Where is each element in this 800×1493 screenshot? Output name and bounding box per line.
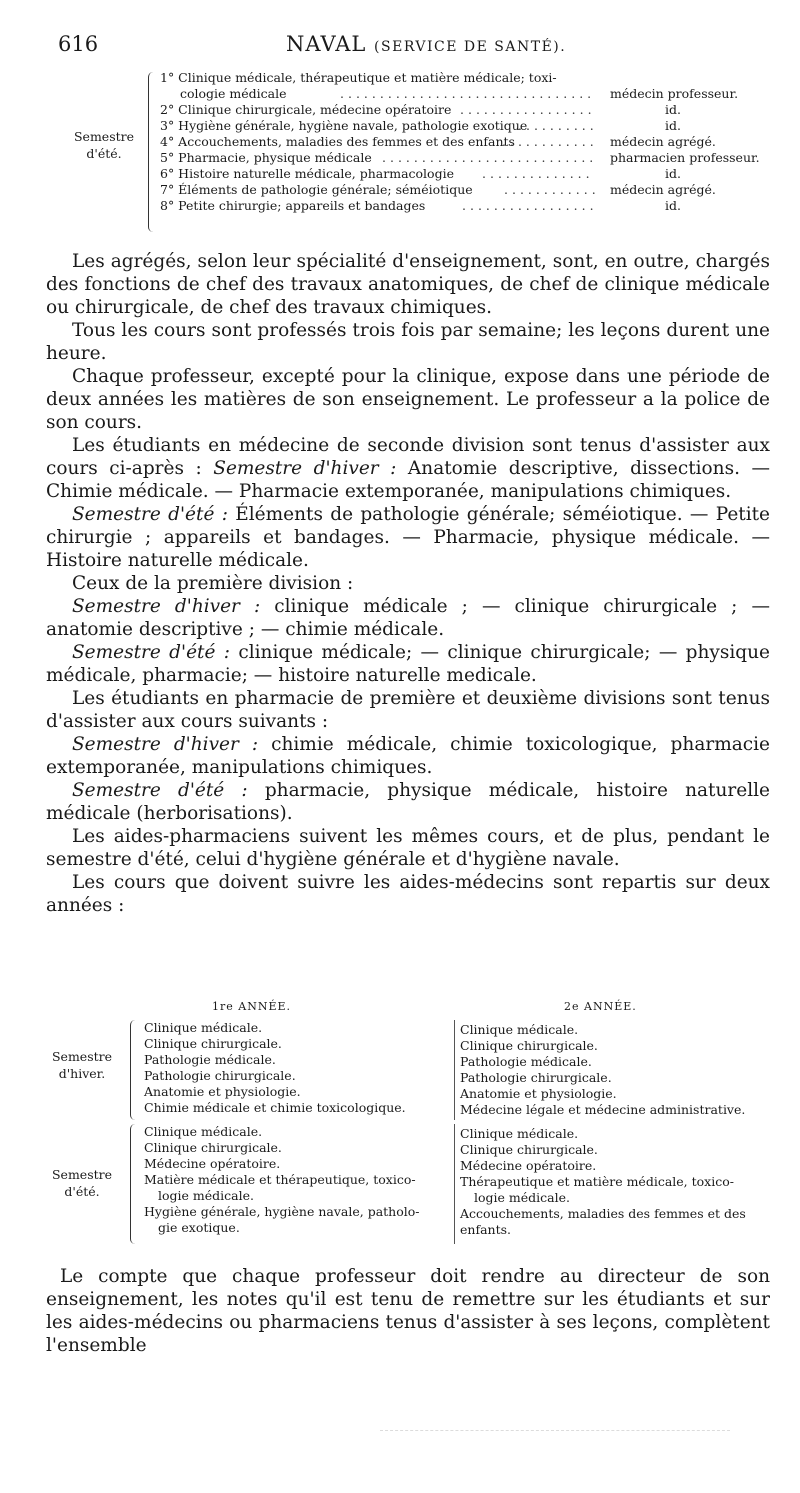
course-list-item: Pathologie chirurgicale. xyxy=(144,1068,296,1083)
course-list-item: logie médicale. xyxy=(158,1188,254,1203)
paragraph: Les cours que doivent suivre les aides-médecins sont repartis sur deux années : xyxy=(46,872,770,916)
paragraph-text: Les étudiants en médecine de seconde division sont tenus d'assister aux cours ci-après : xyxy=(46,435,770,479)
course-list-item: Clinique chirurgicale. xyxy=(144,1140,282,1155)
course-list-item: Chimie médicale et chimie toxicologique. xyxy=(144,1100,406,1115)
paragraph: Les étudiants en pharmacie de première et deuxième divisions sont tenus d'assister aux cours suivants : xyxy=(46,688,770,732)
column-divider xyxy=(454,1020,455,1120)
winter-brace xyxy=(130,1020,139,1120)
paragraph: Ceux de la première division : xyxy=(72,573,354,594)
course-list-item: Anatomie et physiologie. xyxy=(460,1086,617,1101)
paragraph xyxy=(46,595,770,641)
leader-dots: ............ xyxy=(502,134,598,149)
teacher-rank: id. xyxy=(665,102,681,117)
course-list-item: Pathologie médicale. xyxy=(144,1052,276,1067)
course-row xyxy=(160,150,780,166)
teacher-rank: pharmacien professeur. xyxy=(610,150,760,165)
course-list-item: Thérapeutique et matière médicale, toxico- xyxy=(460,1174,734,1189)
course-list-item: Médecine opératoire. xyxy=(144,1156,281,1171)
paragraph: Les agrégés, selon leur spécialité d'enseignement, sont, en outre, chargés des fonctions de chef des travaux anatomiques, de chef de clinique médicale ou chirurgicale, de chef des travaux chimiques. xyxy=(46,251,770,318)
paragraph-text: clinique médicale ; — clinique chirurgicale ; — anatomie descriptive ; — chimie médicale. xyxy=(46,596,770,640)
course-list-item: gie exotique. xyxy=(158,1220,240,1235)
course-list-item: Anatomie et physiologie. xyxy=(144,1084,301,1099)
paragraph-text: clinique médicale; — clinique chirurgicale; — physique médicale, pharmacie; — histoire naturelle medicale. xyxy=(46,642,770,686)
course-list-item: enfants. xyxy=(460,1222,511,1237)
course-name: 4° Accouchements, maladies des femmes et des enfants xyxy=(160,134,515,149)
course-list-item: Accouchements, maladies des femmes et des xyxy=(460,1206,746,1221)
course-row xyxy=(160,198,780,214)
paragraph xyxy=(46,434,770,503)
summer-course-table xyxy=(68,70,780,240)
course-row xyxy=(160,182,780,198)
paragraph: Chaque professeur, excepté pour la clinique, expose dans une période de deux années les matières de son enseignement. Le professeur a la police de son cours. xyxy=(46,366,770,433)
course-list-item: Clinique chirurgicale. xyxy=(460,1038,598,1053)
teacher-rank: id. xyxy=(665,118,681,133)
paragraph: Tous les cours sont professés trois fois par semaine; les leçons durent une heure. xyxy=(46,320,770,364)
course-list-item: Clinique médicale. xyxy=(144,1020,263,1035)
course-name: 3° Hygiène générale, hygiène navale, pathologie exotique xyxy=(160,118,528,133)
course-list-item: Clinique médicale. xyxy=(460,1126,579,1141)
course-list-item: Matière médicale et thérapeutique, toxico- xyxy=(144,1172,416,1187)
teacher-rank: médecin agrégé. xyxy=(610,134,716,149)
course-name: 1° Clinique médicale, thérapeutique et matière médicale; toxi- xyxy=(160,70,557,85)
winter-year-1-list xyxy=(144,1020,444,1116)
course-row xyxy=(160,118,780,134)
semester-heading: Semestre d'hiver : xyxy=(213,458,397,479)
page-header xyxy=(58,32,760,62)
course-row xyxy=(160,134,780,150)
course-list-item: Hygiène générale, hygiène navale, patholo- xyxy=(144,1204,420,1219)
bleed-through-line xyxy=(380,1430,730,1431)
course-name: 7° Éléments de pathologie générale; séméiotique xyxy=(160,182,473,197)
paragraph xyxy=(46,779,770,825)
course-list-item: Pathologie chirurgicale. xyxy=(460,1070,612,1085)
semester-heading: Semestre d'été : xyxy=(72,504,228,525)
semester-heading: Semestre d'hiver : xyxy=(72,734,259,755)
leader-dots: ........................... xyxy=(382,150,598,165)
teacher-rank: médecin professeur. xyxy=(610,86,739,101)
semester-heading: Semestre d'hiver : xyxy=(72,596,261,617)
course-row xyxy=(160,86,780,102)
summer-brace xyxy=(130,1124,139,1244)
course-list-item: Clinique chirurgicale. xyxy=(460,1142,598,1157)
running-title xyxy=(286,32,566,56)
paragraph xyxy=(46,641,770,687)
teacher-rank: médecin agrégé. xyxy=(610,182,716,197)
teacher-rank: id. xyxy=(665,166,681,181)
course-name: 8° Petite chirurgie; appareils et bandages xyxy=(160,198,426,213)
course-list-item: logie médicale. xyxy=(474,1190,570,1205)
summer-semester-label: Semestre d'été. xyxy=(51,1167,113,1199)
course-list-item: Clinique chirurgicale. xyxy=(144,1036,282,1051)
course-name: cologie médicale xyxy=(180,86,287,101)
course-row xyxy=(160,102,780,118)
aides-medecins-table xyxy=(44,1000,774,1250)
course-list-item: Pathologie médicale. xyxy=(460,1054,592,1069)
course-list-item: Médecine légale et médecine administrative. xyxy=(460,1102,746,1117)
closing-text xyxy=(46,1265,770,1357)
course-name: 6° Histoire naturelle médicale, pharmacologie xyxy=(160,166,454,181)
paragraph: Les aides-pharmaciens suivent les mêmes cours, et de plus, pendant le semestre d'été, celui d'hygiène générale et d'hygiène navale. xyxy=(46,826,770,870)
winter-semester-label: Semestre d'hiver. xyxy=(51,1049,113,1081)
paragraph-text: pharmacie, physique médicale, histoire naturelle médicale (herborisations). xyxy=(46,780,770,824)
leader-dots: ................. xyxy=(460,102,596,117)
paragraph xyxy=(46,733,770,779)
course-list-item: Médecine opératoire. xyxy=(460,1158,597,1173)
brace xyxy=(148,72,157,232)
body-text xyxy=(46,250,770,917)
running-title-subtitle: (SERVICE DE SANTÉ). xyxy=(374,39,567,55)
course-row xyxy=(160,166,780,182)
semester-heading: Semestre d'été : xyxy=(72,642,231,663)
paragraph xyxy=(46,503,770,572)
column-header-year-1: 1re ANNÉE. xyxy=(212,1000,292,1013)
winter-year-2-list xyxy=(460,1022,774,1118)
leader-dots: .......... xyxy=(518,118,598,133)
course-list-item: Clinique médicale. xyxy=(144,1124,263,1139)
semester-label: Semestre d'été. xyxy=(73,129,135,161)
column-divider xyxy=(454,1124,455,1244)
paragraph-text: Anatomie descriptive, dissections. — Chimie médicale. — Pharmacie extemporanée, manipulations chimiques. xyxy=(46,458,770,502)
leader-dots: .............. xyxy=(482,166,594,181)
teacher-rank: id. xyxy=(665,198,681,213)
running-title-main: NAVAL xyxy=(286,32,367,56)
leader-dots: ................. xyxy=(462,198,598,213)
column-header-year-2: 2e ANNÉE. xyxy=(564,1000,637,1013)
course-name: 5° Pharmacie, physique médicale xyxy=(160,150,372,165)
page-number: 616 xyxy=(58,32,99,56)
semester-heading: Semestre d'été : xyxy=(72,780,248,801)
summer-year-2-list xyxy=(460,1126,774,1238)
leader-dots: ................................ xyxy=(340,86,596,101)
course-list-item: Clinique médicale. xyxy=(460,1022,579,1037)
course-row xyxy=(160,70,780,86)
paragraph-text: chimie médicale, chimie toxicologique, pharmacie extemporanée, manipulations chimiques. xyxy=(46,734,770,778)
leader-dots: ............ xyxy=(504,182,600,197)
summer-year-1-list xyxy=(144,1124,454,1236)
course-name: 2° Clinique chirurgicale, médecine opératoire xyxy=(160,102,452,117)
paragraph: Le compte que chaque professeur doit rendre au directeur de son enseignement, les notes qu'il est tenu de remettre sur les étudiants et sur les aides-médecins ou pharmaciens tenus d'assister à ses leçons, complètent l'ensemble xyxy=(46,1266,770,1356)
course-rows xyxy=(160,70,780,214)
paragraph-text: Éléments de pathologie générale; séméiotique. — Petite chirurgie ; appareils et bandages. — Pharmacie, physique médicale. — Histoire naturelle médicale. xyxy=(46,504,771,571)
